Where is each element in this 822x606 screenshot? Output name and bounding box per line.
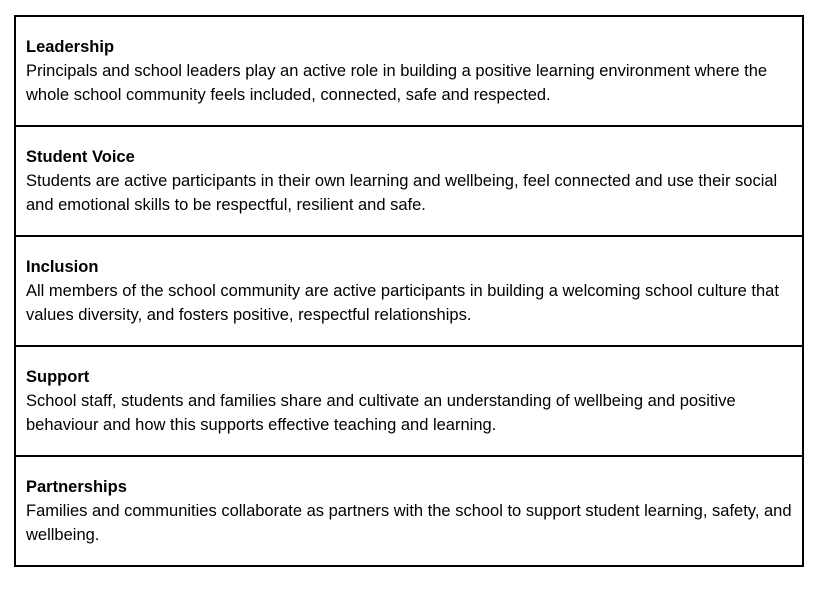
- table-row-support: [15, 346, 803, 456]
- table-cell: [15, 126, 803, 236]
- table-cell: [15, 456, 803, 566]
- row-title-leadership: Leadership: [26, 38, 115, 56]
- table-row-partnerships: [15, 456, 803, 566]
- row-description-inclusion: All members of the school community are active participants in building a welcoming school culture that values diversity, and fosters positive, respectful relationships.: [26, 282, 779, 324]
- table-row-student-voice: [15, 126, 803, 236]
- row-description-partnerships: Families and communities collaborate as partners with the school to support student learning, safety, and wellbeing.: [26, 502, 792, 544]
- row-title-student-voice: Student Voice: [26, 148, 135, 166]
- table-cell: [15, 346, 803, 456]
- table-row-inclusion: [15, 236, 803, 346]
- row-description-student-voice: Students are active participants in their own learning and wellbeing, feel connected and use their social and emotional skills to be respectful, resilient and safe.: [26, 172, 778, 214]
- row-title-inclusion: Inclusion: [26, 258, 99, 276]
- row-description-leadership: Principals and school leaders play an active role in building a positive learning environment where the whole school community feels included, connected, safe and respected.: [26, 62, 768, 104]
- framework-table: [14, 15, 804, 567]
- framework-table-container: [14, 15, 804, 567]
- row-title-support: Support: [26, 368, 90, 386]
- table-row-leadership: [15, 16, 803, 126]
- row-title-partnerships: Partnerships: [26, 478, 127, 496]
- row-description-support: School staff, students and families share and cultivate an understanding of wellbeing and positive behaviour and how this supports effective teaching and learning.: [26, 392, 736, 434]
- table-cell: [15, 236, 803, 346]
- table-cell: [15, 16, 803, 126]
